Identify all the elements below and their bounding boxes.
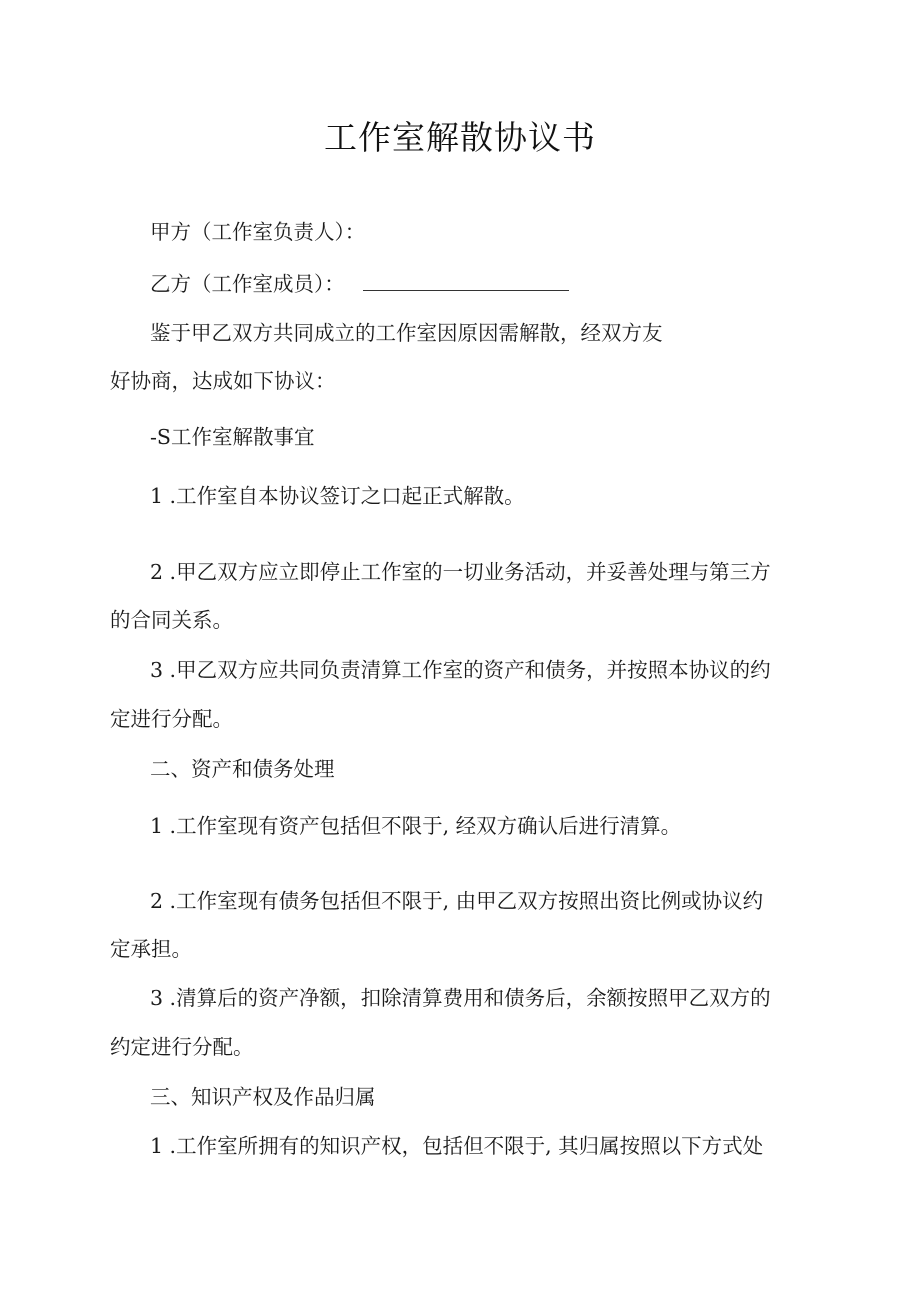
section-1-heading: -S工作室解散事宜 <box>150 425 315 449</box>
section-2-item-3-line-1: 3 .清算后的资产净额，扣除清算费用和债务后，余额按照甲乙双方的 <box>150 986 771 1010</box>
section-1-item-2-line-1: 2 .甲乙双方应立即停止工作室的一切业务活动，并妥善处理与第三方 <box>150 560 771 584</box>
party-b-label: 乙方（工作室成员）： <box>150 272 345 296</box>
section-2-item-3-line-2: 约定进行分配。 <box>110 1035 254 1059</box>
section-2-heading: 二、资产和债务处理 <box>150 757 335 781</box>
section-2-item-1: 1 .工作室现有资产包括但不限于, 经双方确认后进行清算。 <box>150 814 682 838</box>
section-1-item-3-line-2: 定进行分配。 <box>110 707 233 731</box>
section-1-item-1: 1 .工作室自本协议签订之口起正式解散。 <box>150 484 525 508</box>
section-3-heading: 三、知识产权及作品归属 <box>150 1085 376 1109</box>
section-2-item-2-line-2: 定承担。 <box>110 937 192 961</box>
section-1-item-3-line-1: 3 .甲乙双方应共同负责清算工作室的资产和债务，并按照本协议的约 <box>150 658 771 682</box>
document-title: 工作室解散协议书 <box>324 118 596 157</box>
party-a-line <box>150 217 365 247</box>
party-a-label: 甲方（工作室负责人）： <box>150 220 366 244</box>
section-1-item-2-line-2: 的合同关系。 <box>110 608 233 632</box>
party-b-line <box>150 268 569 299</box>
intro-line-1: 鉴于甲乙双方共同成立的工作室因原因需解散，经双方友 <box>150 321 663 345</box>
party-b-blank-underline <box>363 268 569 291</box>
intro-line-2: 好协商，达成如下协议： <box>110 369 336 393</box>
section-3-item-1-line-1: 1 .工作室所拥有的知识产权，包括但不限于, 其归属按照以下方式处 <box>150 1134 764 1158</box>
section-2-item-2-line-1: 2 .工作室现有债务包括但不限于, 由甲乙双方按照出资比例或协议约 <box>150 889 764 913</box>
